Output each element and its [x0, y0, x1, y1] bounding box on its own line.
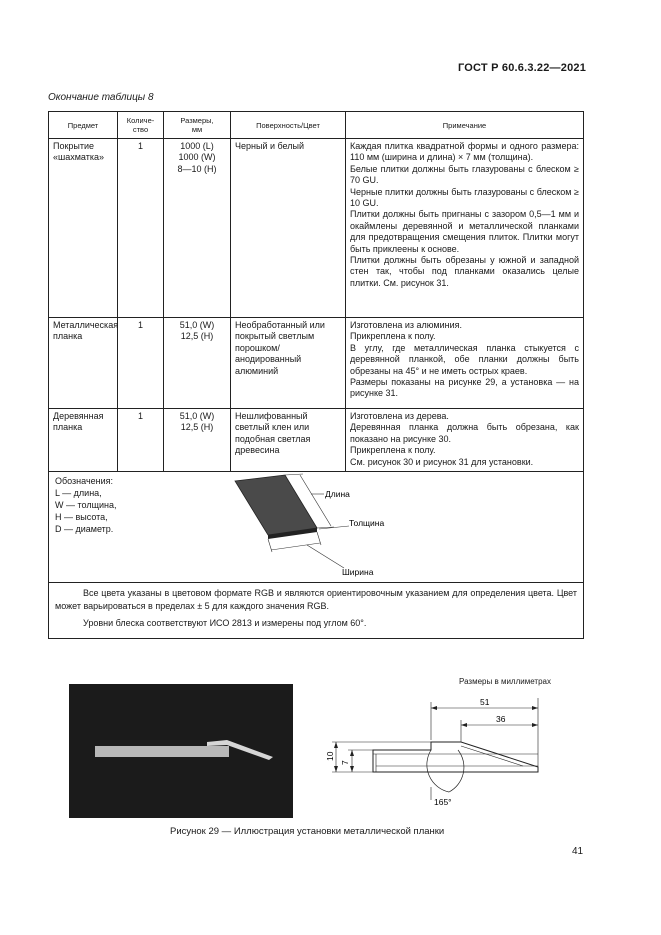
arrow-head: [350, 766, 354, 772]
column-header: Предмет: [49, 112, 118, 139]
bar-dimension-diagram: [49, 472, 584, 582]
surface-cell: Черный и белый: [231, 139, 346, 318]
item-cell: Металлическая планка: [49, 318, 118, 409]
column-header: Примечание: [346, 112, 584, 139]
footnote-cell: [49, 583, 584, 639]
legend-title: Обозначения:: [55, 476, 114, 486]
footnote: Уровни блеска соответствуют ИСО 2813 и измерены под углом 60°.: [83, 618, 367, 628]
installation-photo: [69, 684, 293, 818]
arrow-head: [334, 742, 338, 748]
size-value: 12,5 (H): [180, 331, 214, 342]
materials-table: [48, 111, 584, 639]
note-line: Плитки должны быть пригнаны с зазором 0,5—1 мм и окаймлены деревянной и металлической планками для предотвращения смещения плиток. Плитки могут быть приклеены к основе.: [350, 209, 579, 254]
sizes-cell: [164, 409, 231, 472]
legend-item: D — диаметр.: [55, 524, 114, 534]
notes-cell: [346, 409, 584, 472]
page-number: 41: [572, 846, 584, 857]
dim-7-label: 7: [340, 760, 350, 765]
width-leader: [307, 545, 344, 568]
note-line: Черные плитки должны быть глазурованы с блеском ≥ 10 GU.: [350, 186, 579, 209]
width-dimension-line: [271, 543, 320, 550]
arrow-head: [431, 706, 437, 710]
note-line: Каждая плитка квадратной формы и одного размера: 110 мм (ширина и длина) × 7 мм (толщина).: [350, 141, 579, 163]
size-value: 8—10 (H): [177, 163, 217, 174]
notes-cell: [346, 318, 584, 409]
size-value: 1000 (L): [180, 141, 214, 151]
column-header: Поверхность/Цвет: [231, 112, 346, 139]
size-value: 12,5 (H): [180, 422, 214, 433]
column-header: Количе- ство: [118, 112, 164, 139]
metal-bar-profile-drawing: [318, 690, 568, 815]
arrow-head: [350, 750, 354, 756]
legend-item: H — высота,: [55, 512, 108, 522]
footnote-row: [49, 583, 584, 639]
arrow-head: [532, 706, 538, 710]
qty-cell: 1: [118, 409, 164, 472]
legend-item: W — толщина,: [55, 500, 117, 510]
sizes-cell: [164, 318, 231, 409]
bar-top-face: [235, 475, 317, 535]
length-label: Длина: [325, 489, 350, 499]
note-line: Изготовлена из алюминия.: [350, 320, 462, 330]
size-value: 51,0 (W): [179, 320, 215, 330]
dim-10-label: 10: [325, 751, 335, 761]
sizes-cell: [164, 139, 231, 318]
arrow-head: [532, 723, 538, 727]
note-line: Белые плитки должны быть глазурованы с блеском ≥ 70 GU.: [350, 163, 579, 186]
size-value: 51,0 (W): [179, 411, 215, 421]
column-header: Размеры, мм: [164, 112, 231, 139]
length-ext-line: [285, 474, 303, 475]
bar-profile-outline: [373, 742, 538, 772]
note-line: В углу, где металлическая планка стыкуется с деревянной планкой, обе планки должны быть обрезаны на 45° и не иметь острых краев.: [350, 342, 579, 376]
figure-caption: Рисунок 29 — Иллюстрация установки металлической планки: [170, 826, 445, 837]
note-line: Деревянная планка должна быть обрезана, как показано на рисунке 30.: [350, 422, 579, 444]
table-header-row: [49, 112, 584, 139]
qty-cell: 1: [118, 139, 164, 318]
surface-cell: Необработанный или покрытый светлым порошком/анодированный алюминий: [231, 318, 346, 409]
note-line: Прикреплена к полу.: [350, 331, 436, 342]
thickness-label: Толщина: [349, 518, 385, 528]
note-line: См. рисунок 30 и рисунок 31 для установки.: [350, 456, 534, 467]
table-caption: Окончание таблицы 8: [48, 92, 154, 103]
surface-cell: Нешлифованный светлый клен или подобная светлая древесина: [231, 409, 346, 472]
dim-51-label: 51: [480, 697, 490, 707]
table-row: [49, 409, 584, 472]
width-label: Ширина: [342, 567, 374, 577]
dim-36-label: 36: [496, 714, 506, 724]
note-line: Плитки должны быть обрезаны у южной и западной стен так, чтобы под планками оказались целые плитки. См. рисунок 31.: [350, 255, 579, 288]
table-row: [49, 318, 584, 409]
item-cell: Покрытие «шахматка»: [49, 139, 118, 318]
arrow-head: [334, 766, 338, 772]
angle-label: 165°: [434, 797, 452, 807]
table-row: [49, 139, 584, 318]
legend-row: [49, 472, 584, 583]
legend-item: L — длина,: [55, 488, 102, 498]
notes-cell: [346, 139, 584, 318]
footnote: Все цвета указаны в цветовом формате RGB и являются ориентировочным указанием для определения цвета. Цвет может варьироваться в пределах ± 5 для каждого значения RGB.: [55, 588, 577, 611]
legend-cell: [49, 472, 584, 583]
dimensions-note: Размеры в миллиметрах: [459, 677, 551, 686]
size-value: 1000 (W): [178, 152, 216, 163]
photo-content: [69, 684, 293, 818]
document-header: ГОСТ Р 60.6.3.22—2021: [458, 62, 587, 74]
item-cell: Деревянная планка: [49, 409, 118, 472]
qty-cell: 1: [118, 318, 164, 409]
arrow-head: [461, 723, 467, 727]
note-line: Размеры показаны на рисунке 29, а установка — на рисунке 31.: [350, 377, 579, 399]
note-line: Прикреплена к полу.: [350, 445, 436, 456]
note-line: Изготовлена из дерева.: [350, 411, 449, 421]
wooden-bar-shape: [95, 746, 229, 757]
